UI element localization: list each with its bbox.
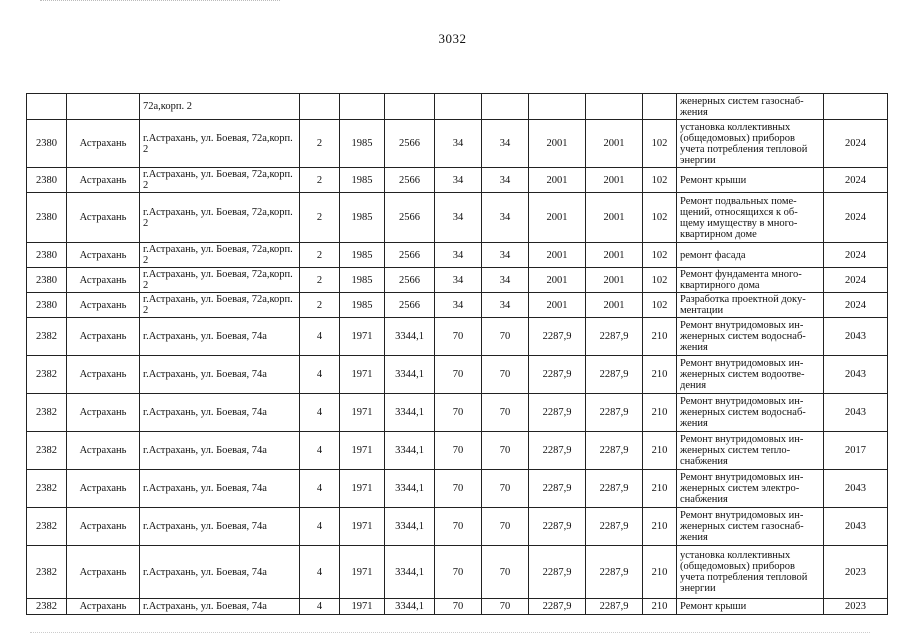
address-cell: г.Астрахань, ул. Боевая, 72а,корп. 2 — [140, 193, 300, 243]
address-cell: г.Астрахань, ул. Боевая, 74а — [140, 546, 300, 599]
work-type-cell: Ремонт внутридомовых ин-женерных систем газоснаб-жения — [677, 508, 824, 546]
address-cell: г.Астрахань, ул. Боевая, 74а — [140, 318, 300, 356]
row-id: 2382 — [27, 394, 67, 432]
table-row — [27, 168, 888, 193]
value-cell — [643, 94, 677, 120]
city-cell: Астрахань — [67, 356, 140, 394]
plan-year-cell: 2024 — [824, 168, 888, 193]
year-cell: 1985 — [340, 268, 385, 293]
plan-year-cell: 2023 — [824, 599, 888, 615]
table-row — [27, 243, 888, 268]
table-row — [27, 599, 888, 615]
city-cell: Астрахань — [67, 293, 140, 318]
city-cell: Астрахань — [67, 193, 140, 243]
table-body — [27, 94, 888, 615]
value-cell: 102 — [643, 120, 677, 168]
value-cell: 2001 — [529, 268, 586, 293]
value-cell: 2001 — [529, 193, 586, 243]
plan-year-cell: 2043 — [824, 318, 888, 356]
city-cell: Астрахань — [67, 268, 140, 293]
city-cell: Астрахань — [67, 168, 140, 193]
year-cell: 1971 — [340, 508, 385, 546]
address-cell: г.Астрахань, ул. Боевая, 72а,корп. 2 — [140, 120, 300, 168]
year-cell: 1971 — [340, 432, 385, 470]
value-cell: 2001 — [586, 293, 643, 318]
value-cell: 2287,9 — [586, 599, 643, 615]
row-id: 2382 — [27, 432, 67, 470]
area-cell: 3344,1 — [385, 432, 435, 470]
plan-year-cell: 2023 — [824, 546, 888, 599]
value-cell: 70 — [435, 599, 482, 615]
value-cell: 34 — [482, 168, 529, 193]
address-cell: г.Астрахань, ул. Боевая, 72а,корп. 2 — [140, 268, 300, 293]
value-cell: 210 — [643, 508, 677, 546]
city-cell: Астрахань — [67, 508, 140, 546]
value-cell: 34 — [435, 168, 482, 193]
row-id — [27, 94, 67, 120]
city-cell: Астрахань — [67, 318, 140, 356]
work-type-cell: установка коллективных (общедомовых) приборов учета потребления тепловой энергии — [677, 546, 824, 599]
value-cell: 2 — [300, 268, 340, 293]
value-cell: 4 — [300, 546, 340, 599]
value-cell: 70 — [482, 508, 529, 546]
plan-year-cell: 2043 — [824, 470, 888, 508]
row-id: 2382 — [27, 318, 67, 356]
plan-year-cell: 2024 — [824, 193, 888, 243]
address-cell: г.Астрахань, ул. Боевая, 72а,корп. 2 — [140, 243, 300, 268]
work-type-cell: установка коллективных (общедомовых) приборов учета потребления тепловой энергии — [677, 120, 824, 168]
row-id: 2380 — [27, 120, 67, 168]
value-cell: 4 — [300, 508, 340, 546]
value-cell: 2001 — [529, 293, 586, 318]
value-cell: 70 — [435, 470, 482, 508]
table-row — [27, 120, 888, 168]
table-row — [27, 508, 888, 546]
value-cell: 2287,9 — [529, 470, 586, 508]
page-number: 3032 — [438, 31, 467, 46]
table-row — [27, 293, 888, 318]
value-cell: 102 — [643, 268, 677, 293]
value-cell: 2287,9 — [529, 546, 586, 599]
value-cell: 70 — [482, 432, 529, 470]
value-cell: 4 — [300, 599, 340, 615]
row-id: 2380 — [27, 268, 67, 293]
value-cell: 34 — [435, 120, 482, 168]
table-row — [27, 94, 888, 120]
plan-year-cell: 2043 — [824, 508, 888, 546]
year-cell: 1985 — [340, 193, 385, 243]
scan-artifact-top — [40, 0, 280, 3]
row-id: 2382 — [27, 508, 67, 546]
city-cell: Астрахань — [67, 470, 140, 508]
value-cell: 2287,9 — [586, 432, 643, 470]
plan-year-cell: 2024 — [824, 268, 888, 293]
work-type-cell: Ремонт внутридомовых ин-женерных систем водоснаб-жения — [677, 394, 824, 432]
table-row — [27, 193, 888, 243]
year-cell: 1971 — [340, 356, 385, 394]
plan-year-cell: 2017 — [824, 432, 888, 470]
address-cell: г.Астрахань, ул. Боевая, 74а — [140, 356, 300, 394]
value-cell: 70 — [482, 546, 529, 599]
work-type-cell: Ремонт внутридомовых ин-женерных систем водоснаб-жения — [677, 318, 824, 356]
work-type-cell: Ремонт внутридомовых ин-женерных систем тепло-снабжения — [677, 432, 824, 470]
year-cell: 1971 — [340, 318, 385, 356]
value-cell: 2287,9 — [586, 356, 643, 394]
address-cell: г.Астрахань, ул. Боевая, 72а,корп. 2 — [140, 293, 300, 318]
value-cell: 2 — [300, 168, 340, 193]
value-cell: 2001 — [529, 243, 586, 268]
value-cell: 70 — [482, 356, 529, 394]
value-cell: 2 — [300, 193, 340, 243]
value-cell: 70 — [435, 546, 482, 599]
plan-year-cell: 2024 — [824, 120, 888, 168]
value-cell: 2287,9 — [586, 318, 643, 356]
area-cell: 3344,1 — [385, 318, 435, 356]
row-id: 2380 — [27, 293, 67, 318]
value-cell: 2001 — [586, 168, 643, 193]
table-row — [27, 546, 888, 599]
year-cell: 1971 — [340, 599, 385, 615]
value-cell — [435, 94, 482, 120]
work-type-cell: Ремонт внутридомовых ин-женерных систем водоотве-дения — [677, 356, 824, 394]
area-cell: 2566 — [385, 120, 435, 168]
value-cell: 70 — [482, 599, 529, 615]
value-cell: 210 — [643, 470, 677, 508]
table-row — [27, 356, 888, 394]
work-type-cell: Ремонт крыши — [677, 168, 824, 193]
area-cell: 3344,1 — [385, 599, 435, 615]
address-cell: г.Астрахань, ул. Боевая, 74а — [140, 432, 300, 470]
city-cell — [67, 94, 140, 120]
value-cell: 70 — [435, 394, 482, 432]
year-cell: 1971 — [340, 546, 385, 599]
work-type-cell: Ремонт крыши — [677, 599, 824, 615]
value-cell: 2001 — [529, 120, 586, 168]
row-id: 2382 — [27, 599, 67, 615]
value-cell — [586, 94, 643, 120]
value-cell: 70 — [482, 470, 529, 508]
value-cell: 2001 — [586, 193, 643, 243]
value-cell: 4 — [300, 356, 340, 394]
value-cell: 2001 — [586, 243, 643, 268]
table-row — [27, 268, 888, 293]
value-cell: 70 — [435, 356, 482, 394]
area-cell — [385, 94, 435, 120]
row-id: 2382 — [27, 470, 67, 508]
value-cell: 70 — [435, 508, 482, 546]
value-cell: 34 — [435, 243, 482, 268]
work-type-cell: Разработка проектной доку-ментации — [677, 293, 824, 318]
area-cell: 2566 — [385, 268, 435, 293]
value-cell: 2287,9 — [529, 432, 586, 470]
value-cell: 2001 — [586, 120, 643, 168]
row-id: 2382 — [27, 356, 67, 394]
value-cell: 70 — [482, 318, 529, 356]
table-row — [27, 318, 888, 356]
work-type-cell: Ремонт подвальных поме-щений, относящихся к об-щему имуществу в много-квартирном доме — [677, 193, 824, 243]
row-id: 2380 — [27, 193, 67, 243]
value-cell: 102 — [643, 168, 677, 193]
value-cell: 34 — [482, 293, 529, 318]
value-cell: 34 — [435, 293, 482, 318]
table-row — [27, 394, 888, 432]
area-cell: 3344,1 — [385, 394, 435, 432]
table-row — [27, 432, 888, 470]
value-cell — [482, 94, 529, 120]
row-id: 2380 — [27, 243, 67, 268]
year-cell: 1985 — [340, 243, 385, 268]
value-cell: 34 — [482, 268, 529, 293]
value-cell: 2001 — [529, 168, 586, 193]
year-cell: 1985 — [340, 168, 385, 193]
address-cell: 72а,корп. 2 — [140, 94, 300, 120]
plan-year-cell — [824, 94, 888, 120]
city-cell: Астрахань — [67, 394, 140, 432]
year-cell: 1971 — [340, 394, 385, 432]
work-type-cell: женерных систем газоснаб-жения — [677, 94, 824, 120]
value-cell: 34 — [435, 268, 482, 293]
value-cell: 210 — [643, 318, 677, 356]
area-cell: 3344,1 — [385, 356, 435, 394]
city-cell: Астрахань — [67, 120, 140, 168]
value-cell: 2287,9 — [529, 318, 586, 356]
value-cell: 34 — [435, 193, 482, 243]
value-cell: 4 — [300, 432, 340, 470]
address-cell: г.Астрахань, ул. Боевая, 74а — [140, 508, 300, 546]
value-cell: 2 — [300, 120, 340, 168]
value-cell — [529, 94, 586, 120]
area-cell: 3344,1 — [385, 546, 435, 599]
area-cell: 2566 — [385, 243, 435, 268]
value-cell: 2287,9 — [529, 356, 586, 394]
value-cell: 2 — [300, 243, 340, 268]
city-cell: Астрахань — [67, 432, 140, 470]
address-cell: г.Астрахань, ул. Боевая, 74а — [140, 470, 300, 508]
work-type-cell: Ремонт внутридомовых ин-женерных систем электро-снабжения — [677, 470, 824, 508]
year-cell: 1985 — [340, 293, 385, 318]
row-id: 2380 — [27, 168, 67, 193]
plan-year-cell: 2024 — [824, 293, 888, 318]
plan-year-cell: 2024 — [824, 243, 888, 268]
city-cell: Астрахань — [67, 546, 140, 599]
value-cell: 210 — [643, 599, 677, 615]
value-cell: 34 — [482, 193, 529, 243]
value-cell: 34 — [482, 243, 529, 268]
year-cell: 1985 — [340, 120, 385, 168]
area-cell: 3344,1 — [385, 470, 435, 508]
value-cell: 2 — [300, 293, 340, 318]
value-cell: 2287,9 — [529, 508, 586, 546]
year-cell: 1971 — [340, 470, 385, 508]
value-cell: 210 — [643, 546, 677, 599]
value-cell: 70 — [482, 394, 529, 432]
value-cell: 4 — [300, 318, 340, 356]
value-cell: 34 — [482, 120, 529, 168]
value-cell: 2287,9 — [529, 394, 586, 432]
address-cell: г.Астрахань, ул. Боевая, 72а,корп. 2 — [140, 168, 300, 193]
table-row — [27, 470, 888, 508]
address-cell: г.Астрахань, ул. Боевая, 74а — [140, 394, 300, 432]
value-cell: 70 — [435, 318, 482, 356]
value-cell: 2287,9 — [586, 508, 643, 546]
plan-year-cell: 2043 — [824, 356, 888, 394]
value-cell: 2001 — [586, 268, 643, 293]
area-cell: 3344,1 — [385, 508, 435, 546]
value-cell: 210 — [643, 432, 677, 470]
value-cell: 102 — [643, 193, 677, 243]
value-cell: 102 — [643, 243, 677, 268]
city-cell: Астрахань — [67, 243, 140, 268]
year-cell — [340, 94, 385, 120]
plan-year-cell: 2043 — [824, 394, 888, 432]
value-cell: 2287,9 — [586, 394, 643, 432]
value-cell — [300, 94, 340, 120]
work-type-cell: Ремонт фундамента много-квартирного дома — [677, 268, 824, 293]
housing-repair-table — [26, 93, 888, 615]
city-cell: Астрахань — [67, 599, 140, 615]
value-cell: 2287,9 — [586, 470, 643, 508]
value-cell: 4 — [300, 470, 340, 508]
row-id: 2382 — [27, 546, 67, 599]
value-cell: 4 — [300, 394, 340, 432]
area-cell: 2566 — [385, 293, 435, 318]
value-cell: 2287,9 — [586, 546, 643, 599]
value-cell: 210 — [643, 394, 677, 432]
area-cell: 2566 — [385, 193, 435, 243]
work-type-cell: ремонт фасада — [677, 243, 824, 268]
value-cell: 2287,9 — [529, 599, 586, 615]
scan-artifact-bottom — [30, 632, 870, 634]
address-cell: г.Астрахань, ул. Боевая, 74а — [140, 599, 300, 615]
value-cell: 70 — [435, 432, 482, 470]
value-cell: 210 — [643, 356, 677, 394]
area-cell: 2566 — [385, 168, 435, 193]
value-cell: 102 — [643, 293, 677, 318]
